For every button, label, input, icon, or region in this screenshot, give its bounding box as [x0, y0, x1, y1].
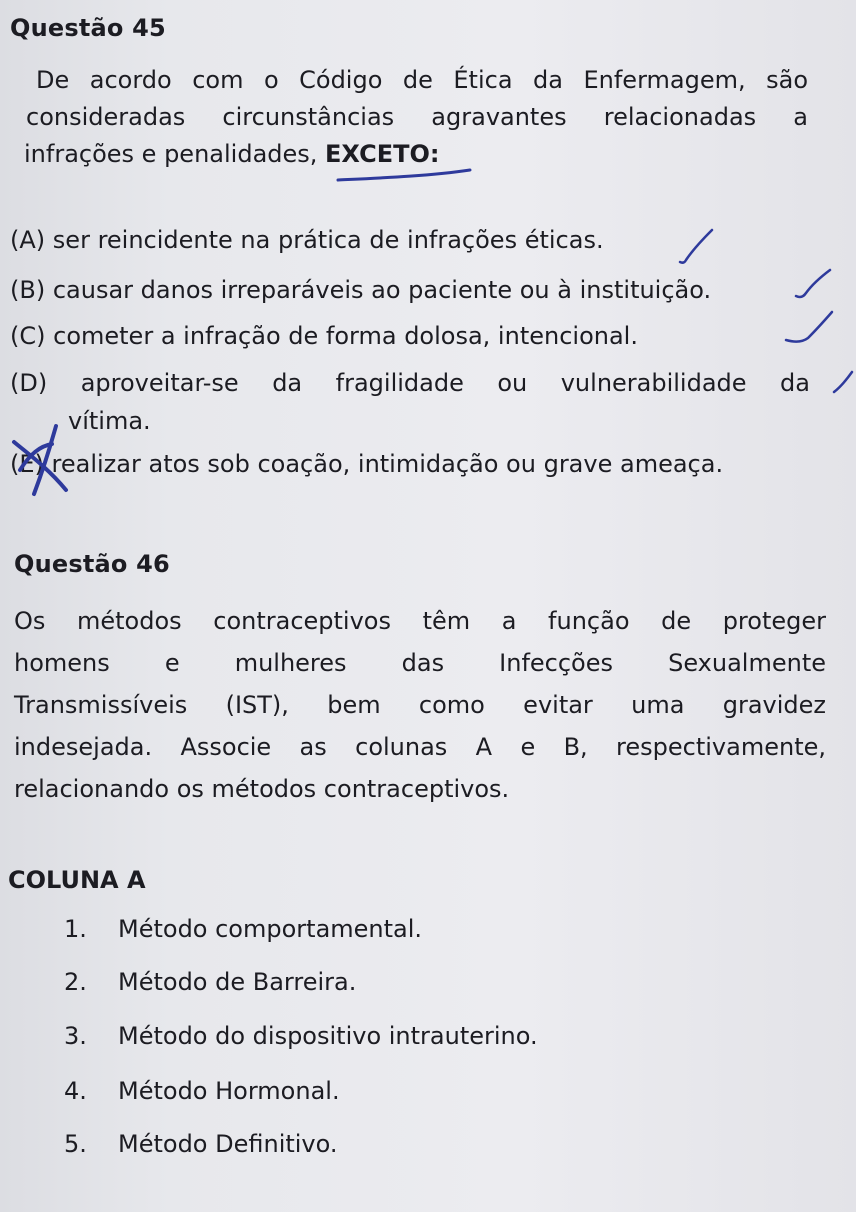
option-b [10, 276, 711, 304]
option-text-line-1: aproveitar-se da fragilidade ou vulnerabilidade da [80, 369, 810, 397]
item-number: 3. [64, 1022, 87, 1050]
option-letter: (A) [10, 226, 46, 254]
option-b-checkmark-icon [796, 270, 830, 297]
option-c [10, 322, 638, 350]
item-text: Método de Barreira. [118, 968, 357, 996]
question-46-line-5: relacionando os métodos contraceptivos. [14, 775, 510, 803]
column-a-heading: COLUNA A [8, 866, 146, 894]
option-e [10, 450, 723, 478]
option-text: realizar atos sob coação, intimidação ou grave ameaça. [51, 450, 724, 478]
option-text: causar danos irreparáveis ao paciente ou à instituição. [52, 276, 712, 304]
question-46-title: Questão 46 [14, 550, 170, 578]
option-letter: (B) [10, 276, 46, 304]
question-46-line-3: Transmissíveis (IST), bem como evitar uma gravidez [14, 691, 826, 719]
option-a-checkmark-icon [680, 230, 712, 263]
question-46-line-2: homens e mulheres das Infecções Sexualmente [14, 649, 826, 677]
item-number: 2. [64, 968, 87, 996]
option-letter: (C) [10, 322, 46, 350]
column-a-item [64, 1077, 340, 1105]
question-46-line-4: indesejada. Associe as colunas A e B, respectivamente, [14, 733, 826, 761]
question-45-stem-line-2: consideradas circunstâncias agravantes relacionadas a [26, 103, 808, 131]
column-a-item [64, 915, 422, 943]
except-keyword: EXCETO: [325, 140, 440, 168]
question-45-title: Questão 45 [10, 14, 166, 42]
item-text: Método Hormonal. [118, 1077, 340, 1105]
option-letter: (E) [10, 450, 44, 478]
question-45-stem-prefix: infrações e penalidades, [24, 140, 326, 168]
option-d-checkmark-icon [834, 372, 852, 392]
column-a-item [64, 1130, 338, 1158]
option-text-line-2: vítima. [68, 407, 151, 435]
question-46-stem [14, 600, 826, 810]
option-letter: (D) [10, 369, 48, 397]
item-text: Método comportamental. [118, 915, 423, 943]
item-number: 5. [64, 1130, 87, 1158]
option-text: ser reincidente na prática de infrações éticas. [52, 226, 604, 254]
option-c-checkmark-icon [786, 312, 832, 342]
column-a-item [64, 1022, 538, 1050]
item-text: Método Definitivo. [118, 1130, 338, 1158]
question-46-line-1: Os métodos contraceptivos têm a função de proteger [14, 607, 826, 635]
option-a [10, 226, 604, 254]
question-45-stem-line-1: De acordo com o Código de Ética da Enfermagem, são [36, 66, 808, 94]
item-number: 1. [64, 915, 87, 943]
column-a-item [64, 968, 356, 996]
question-45-stem-line-3 [24, 136, 808, 173]
item-text: Método do dispositivo intrauterino. [118, 1022, 538, 1050]
item-number: 4. [64, 1077, 87, 1105]
option-d [10, 364, 810, 440]
question-45-stem [24, 62, 808, 173]
option-text: cometer a infração de forma dolosa, intencional. [53, 322, 638, 350]
